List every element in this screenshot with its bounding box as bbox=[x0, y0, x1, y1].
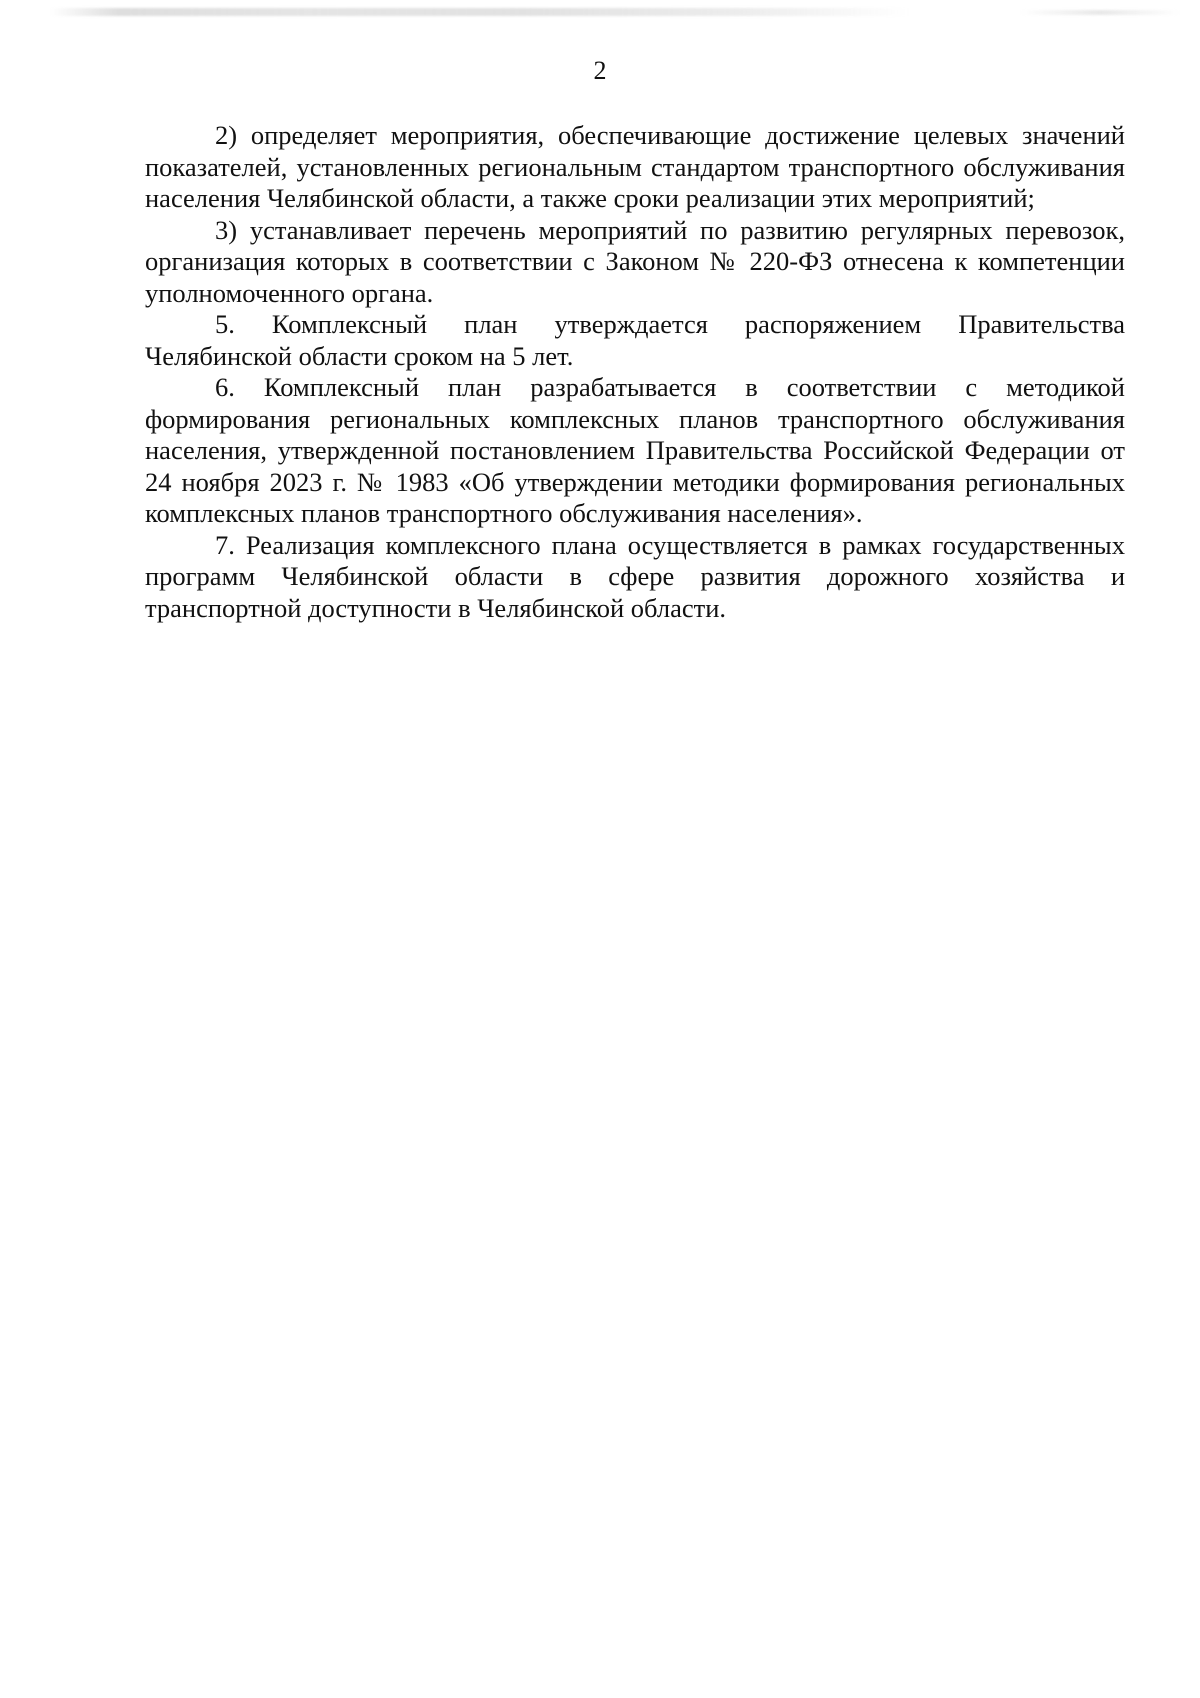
scan-artifact bbox=[1020, 10, 1180, 15]
paragraph-item-3: 3) устанавливает перечень мероприятий по развитию регулярных перевозок, организация которых в соответствии с Законом № 220-ФЗ отнесена к компетенции уполномоченного органа. bbox=[145, 214, 1125, 308]
paragraph-clause-7: 7. Реализация комплексного плана осуществляется в рамках государственных программ Челябинской области в сфере развития дорожного хозяйства и транспортной доступности в Челябинской области. bbox=[145, 529, 1125, 623]
paragraph-clause-5: 5. Комплексный план утверждается распоряжением Правительства Челябинской области сроком на 5 лет. bbox=[145, 309, 1125, 371]
scan-artifact bbox=[50, 8, 910, 16]
document-body bbox=[145, 120, 1125, 624]
page-number: 2 bbox=[593, 56, 607, 85]
paragraph-item-2: 2) определяет мероприятия, обеспечивающие достижение целевых значений показателей, установленных региональным стандартом транспортного обслуживания населения Челябинской области, а также сроки реализации этих мероприятий; bbox=[145, 120, 1125, 213]
paragraph-clause-6: 6. Комплексный план разрабатывается в соответствии с методикой формирования региональных комплексных планов транспортного обслуживания населения, утвержденной постановлением Правительства Российской Федерации от 24 ноября 2023 г. № 1983 «Об утверждении методики формирования региональных комплексных планов транспортного обслуживания населения». bbox=[145, 372, 1125, 528]
